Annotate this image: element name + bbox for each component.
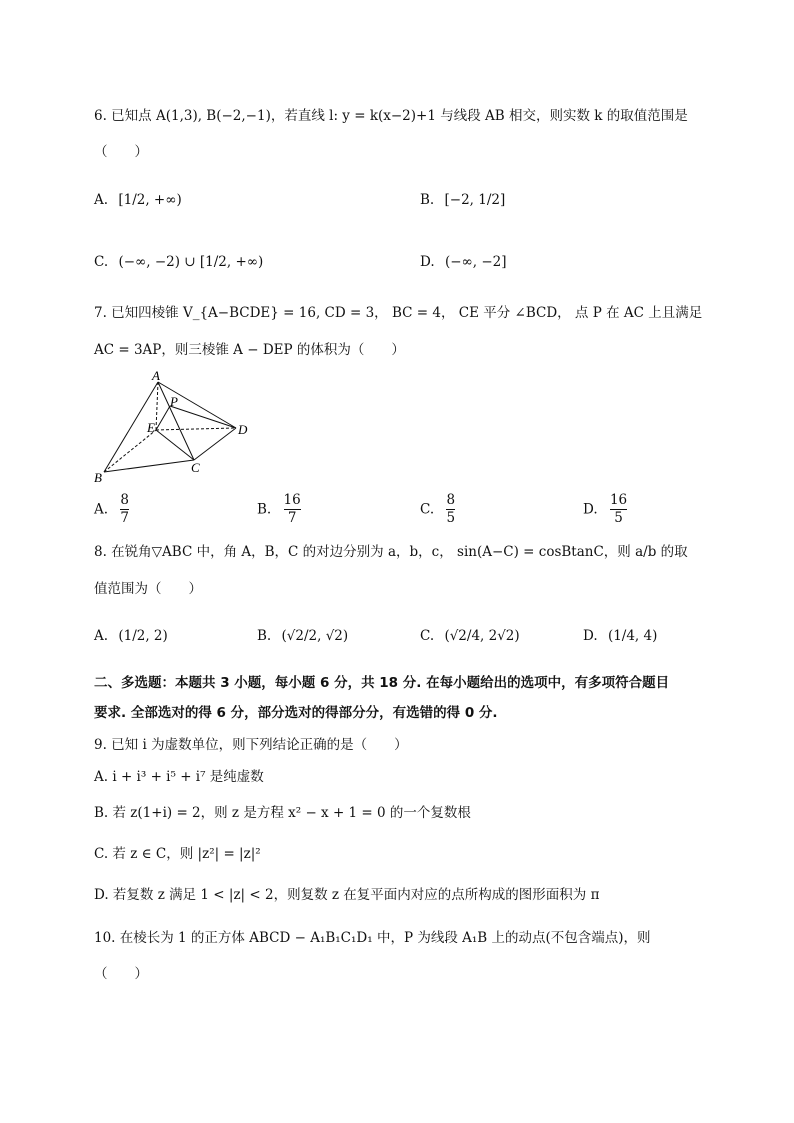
edge-bc [104, 460, 194, 472]
q6-stem: 6. 已知点 A(1,3), B(−2,−1)，若直线 l: y = k(x−2)+1 与线段 AB 相交，则实数 k 的取值范围是 [94, 108, 688, 124]
label-e: E [147, 420, 155, 435]
label-a: A [152, 368, 160, 383]
q8-option-c-label: C. [420, 628, 435, 644]
q7-option-a-den: 7 [120, 510, 129, 526]
q7-option-d[interactable] [583, 492, 627, 527]
q6-option-a-math: [1/2, +∞) [118, 192, 182, 208]
q8-option-c[interactable] [420, 626, 520, 646]
q8-stem-line1: 8. 在锐角▽ABC 中，角 A，B，C 的对边分别为 a，b，c， sin(A−C) = cosBtanC，则 a/b 的取 [94, 544, 688, 560]
label-p: P [170, 394, 178, 409]
q7-pyramid-figure [90, 368, 260, 486]
q7-option-b-num: 16 [283, 492, 301, 508]
label-d: D [238, 422, 248, 437]
q8-option-b-math: (√2/2, √2) [281, 628, 349, 644]
q7-option-d-label: D. [583, 501, 598, 518]
q6-option-d-label: D. [420, 254, 435, 270]
q7-option-b-label: B. [257, 501, 272, 518]
q7-option-d-num: 16 [609, 492, 628, 508]
q9-stem: 9. 已知 i 为虚数单位，则下列结论正确的是（ ） [94, 737, 408, 753]
label-c: C [191, 460, 200, 475]
q6-option-d[interactable] [420, 252, 507, 272]
q6-option-b-math: [−2, 1/2] [444, 192, 506, 208]
q6-option-d-math: (−∞, −2] [444, 254, 507, 270]
q8-stem-line2: 值范围为（ ） [94, 581, 202, 597]
q8-option-a-label: A. [94, 628, 109, 644]
edge-ed-dashed [156, 428, 236, 430]
q7-option-c[interactable] [420, 492, 455, 527]
q7-option-a[interactable] [94, 492, 129, 527]
q10-stem: 10. 在棱长为 1 的正方体 ABCD − A₁B₁C₁D₁ 中，P 为线段 A₁B 上的动点(不包含端点)，则 [94, 930, 651, 946]
q8-option-b[interactable] [257, 626, 348, 646]
q7-option-d-den: 5 [614, 510, 623, 526]
q7-stem-line2: AC = 3AP，则三棱锥 A − DEP 的体积为（ ） [94, 342, 405, 358]
q7-option-b[interactable] [257, 492, 301, 527]
q8-option-d-math: (1/4, 4) [607, 628, 658, 644]
q10-paren: （ ） [94, 966, 148, 982]
q9-option-c[interactable]: C. 若 z ∈ C，则 |z²| = |z|² [94, 846, 261, 862]
q7-option-b-den: 7 [287, 510, 297, 526]
q7-option-c-label: C. [420, 501, 435, 518]
q8-option-d-label: D. [583, 628, 598, 644]
edge-ec [156, 430, 194, 460]
q8-option-a[interactable] [94, 626, 168, 646]
edge-ae-dashed [156, 382, 158, 430]
q6-option-a-label: A. [94, 192, 109, 208]
q7-stem-line1: 7. 已知四棱锥 V_{A−BCDE} = 16, CD = 3， BC = 4， CE 平分 ∠BCD， 点 P 在 AC 上且满足 [94, 305, 703, 321]
q8-option-b-label: B. [257, 628, 272, 644]
edge-cd [194, 428, 236, 460]
q8-option-a-math: (1/2, 2) [118, 628, 168, 644]
q9-option-a[interactable]: A. i + i³ + i⁵ + i⁷ 是纯虚数 [94, 769, 264, 785]
q7-option-a-label: A. [94, 501, 109, 518]
edge-pd [170, 406, 236, 428]
q6-paren: （ ） [94, 144, 148, 160]
q6-option-c-label: C. [94, 254, 109, 270]
q8-option-c-math: (√2/4, 2√2) [444, 628, 520, 644]
q6-option-c[interactable] [94, 252, 263, 272]
q6-option-a[interactable] [94, 190, 182, 210]
q7-option-a-num: 8 [120, 492, 129, 508]
q8-option-d[interactable] [583, 626, 657, 646]
q6-option-c-math: (−∞, −2) ∪ [1/2, +∞) [118, 254, 264, 270]
edge-pe [156, 406, 170, 430]
q6-option-b[interactable] [420, 190, 505, 210]
q7-option-c-num: 8 [446, 492, 456, 508]
section2-heading-line2: 要求. 全部选对的得 6 分，部分选对的得部分分，有选错的得 0 分. [94, 705, 498, 721]
q6-option-b-label: B. [420, 192, 435, 208]
section2-heading-line1: 二、多选题：本题共 3 小题，每小题 6 分，共 18 分. 在每小题给出的选项中，有多项符合题目 [94, 675, 670, 691]
label-b: B [94, 470, 102, 485]
q7-option-c-den: 5 [446, 510, 456, 526]
q9-option-b[interactable]: B. 若 z(1+i) = 2，则 z 是方程 x² − x + 1 = 0 的一个复数根 [94, 805, 471, 821]
q9-option-d[interactable]: D. 若复数 z 满足 1 < |z| < 2，则复数 z 在复平面内对应的点所构成的图形面积为 π [94, 887, 600, 903]
